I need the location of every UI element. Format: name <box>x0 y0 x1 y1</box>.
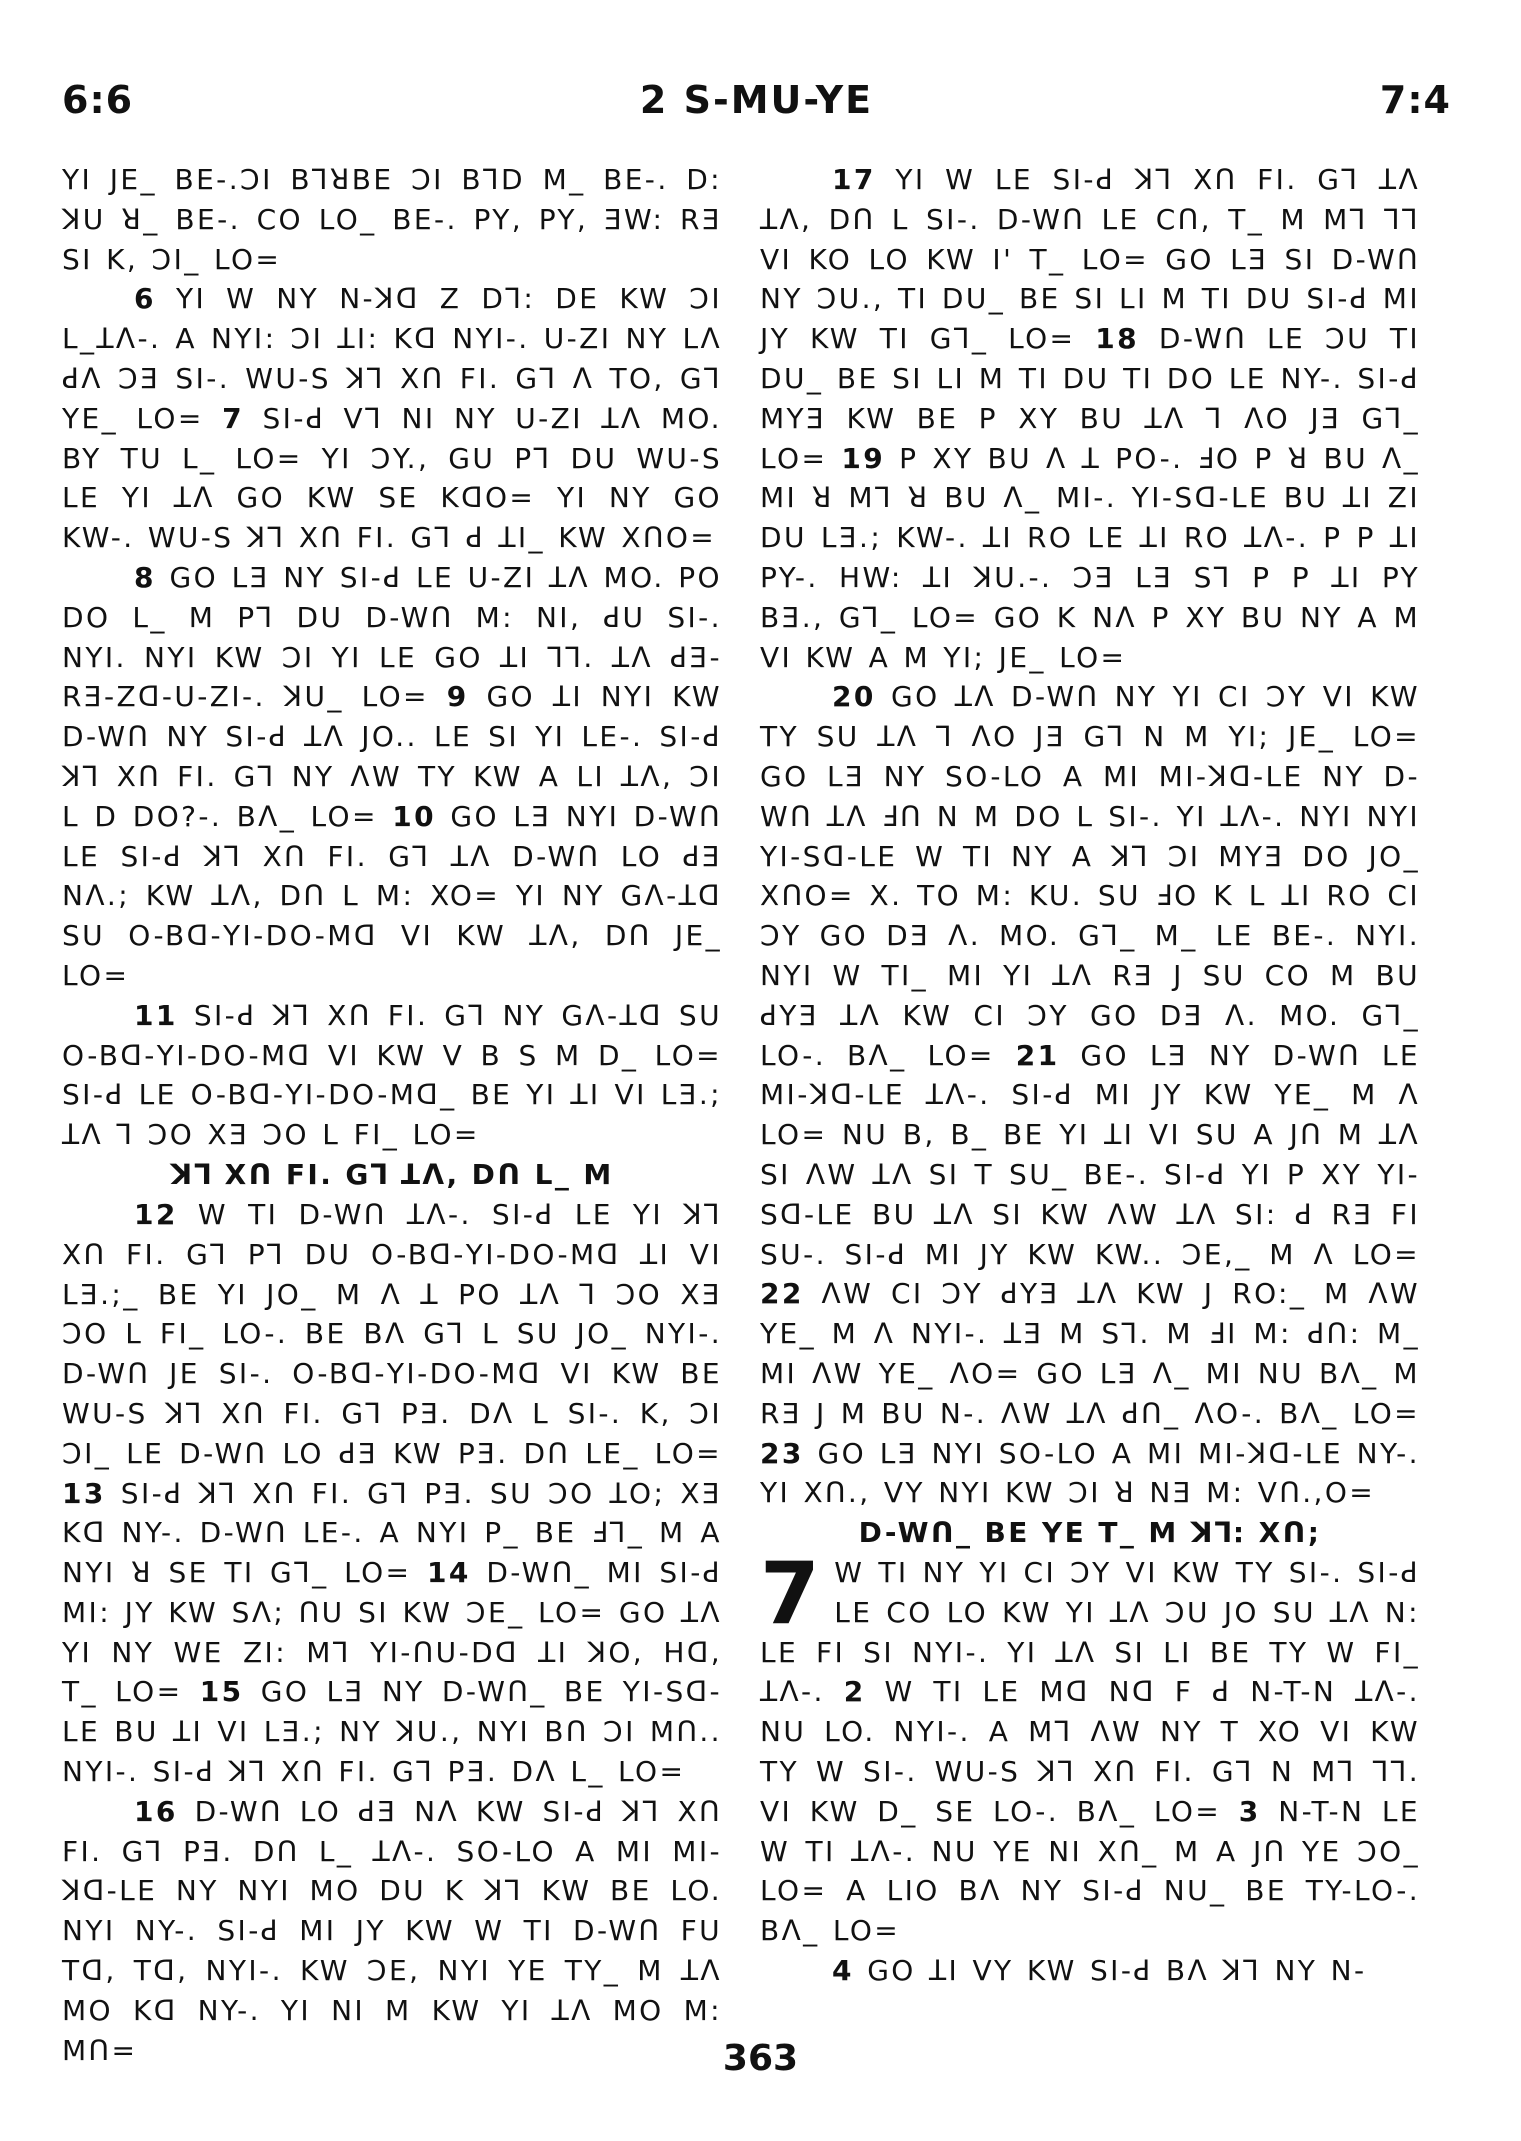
paragraph-text: GO LƎ NYI D-Wꓵ LE SI-ꓒ ꓘꓶ Xꓵ FI. Gꓶ ꓕꓥ D-Wꓵ LO ꓒƎ Nꓥ.; KW ꓕꓥ, Dꓵ L M: XO= YI NY Gꓥ-ꓕꓷ SU O-Bꓷ-YI-DO-Mꓷ VI KW ꓕꓥ, Dꓵ JE_ LO= <box>62 799 722 992</box>
paragraph <box>760 160 1420 677</box>
paragraph-text: SI-ꓒ ꓘꓶ Xꓵ FI. Gꓶ PƎ. SU ƆO ꓕO; XƎ Kꓷ NY-. D-Wꓵ LE-. A NYI P_ BE ꓞꓶ_ M A NYI ꓤ SE TI Gꓶ_ LO= <box>62 1476 722 1590</box>
paragraph-text: ꓥW CI ƆY ꓒYƎ ꓕꓥ KW J RO:_ M ꓥW YE_ M ꓥ NYI-. ꓕƎ M Sꓶ. M ꓞI M: ꓒꓵ: M_ MI ꓥW YE_ ꓥO= GO LƎ ꓥ_ MI NU Bꓥ_ M RƎ J M BU N-. ꓥW ꓕꓥ ꓒꓵ_ ꓥO-. Bꓥ_ LO= <box>760 1277 1420 1430</box>
verse-number: 23 <box>760 1436 804 1470</box>
verse-number: 7 <box>222 401 245 435</box>
paragraph-text: GO LƎ NYI SO-LO A MI MI-ꓘꓷ-LE NY-. YI Xꓵ., VY NYI KW ƆI ꓤ NƎ M: Vꓵ.,O= <box>760 1436 1420 1510</box>
verse-number: 9 <box>446 680 469 714</box>
paragraph-text: SI-ꓒ Vꓶ NI NY U-ZI ꓕꓥ MO. BY TU L_ LO= YI ƆY., GU Pꓶ DU WU-S LE YI ꓕꓥ GO KW SE KꓷO= YI NY GO KW-. WU-S ꓘꓶ Xꓵ FI. Gꓶ ꓒ ꓕI_ KW XꓵO= <box>62 401 722 555</box>
paragraph <box>760 1951 1420 1991</box>
page-number: 363 <box>722 2038 799 2079</box>
paragraph <box>62 996 722 1155</box>
verse-number: 2 <box>843 1675 866 1709</box>
right-column <box>760 160 1420 2030</box>
paragraph <box>62 558 722 996</box>
verse-number: 22 <box>760 1277 804 1311</box>
paragraph-text: GO LƎ NY D-Wꓵ LE MI-ꓘꓷ-LE ꓕꓥ-. SI-ꓒ MI JY KW YE_ M ꓥ LO= NU B, B_ BE YI ꓕI VI SU A Jꓵ M ꓕꓥ SI ꓥW ꓕꓥ SI T SU_ BE-. SI-ꓒ YI P XY YI-Sꓷ-LE BU ꓕꓥ SI KW ꓥW ꓕꓥ SI: ꓒ RƎ FI SU-. SI-ꓒ MI JY KW KW.. ƆE,_ M ꓥ LO= <box>760 1038 1420 1271</box>
verse-number: 11 <box>134 998 178 1032</box>
verse-number: 6 <box>134 282 156 316</box>
header-right-reference: 7:4 <box>1379 78 1451 122</box>
verse-number: 20 <box>832 680 876 714</box>
verse-number: 21 <box>1015 1038 1060 1072</box>
paragraph-text: GO LƎ NY D-Wꓵ_ BE YI-Sꓷ-LE BU ꓕI VI LƎ.; NY ꓘU., NYI Bꓵ ƆI Mꓵ.. NYI-. SI-ꓒ ꓘꓶ Xꓵ FI. Gꓶ PƎ. Dꓥ L_ LO= <box>62 1675 723 1789</box>
paragraph-text: GO LƎ NY SI-ꓒ LE U-ZI ꓕꓥ MO. PO DO L_ M Pꓶ DU D-Wꓵ M: NI, ꓒU SI-. NYI. NYI KW ƆI YI LE GO ꓕI ꓶꓶ. ꓕꓥ ꓒƎ- RƎ-Zꓷ-U-ZI-. ꓘU_ LO= <box>62 560 722 714</box>
verse-number: 4 <box>832 1954 854 1988</box>
paragraph-text: P XY BU ꓥ ꓕ PO-. ꓞO P ꓤ BU ꓥ_ MI ꓤ Mꓶ ꓤ BU ꓥ_ MI-. YI-Sꓷ-LE BU ꓕI ZI DU LƎ.; KW-. ꓕI RO LE ꓕI RO ꓕꓥ-. P P ꓕI PY-. HW: ꓕI ꓘU.-. ƆƎ LƎ Sꓶ P P ꓕI PY BƎ., Gꓶ_ LO= GO K Nꓥ P XY BU NY A M VI KW A M YI; JE_ LO= <box>760 441 1420 674</box>
paragraph-text: YI JE_ BE-.ƆI BꓶꓤBE ƆI BꓶD M_ BE-. D: ꓘU ꓤ_ BE-. CO LO_ BE-. PY, PY, ƎW: RƎ SI K, ƆI_ LO= <box>62 163 722 276</box>
running-header <box>62 78 1451 138</box>
paragraph-text: W TI NY YI CI ƆY VI KW TY SI-. SI-ꓒ LE CO LO KW YI ꓕꓥ ƆU JO SU ꓕꓥ N: LE FI SI NYI-. YI ꓕꓥ SI LI BE TY W FI_ ꓕꓥ-. <box>760 1556 1420 1709</box>
verse-number: 13 <box>62 1476 106 1510</box>
paragraph-text: W TI D-Wꓵ ꓕꓥ-. SI-ꓒ LE YI ꓘꓶ Xꓵ FI. Gꓶ Pꓶ DU O-Bꓷ-YI-DO-Mꓷ ꓕI VI LƎ.;_ BE YI JO_ M ꓥ ꓕ PO ꓕꓥ ꓶ ƆO XƎ ƆO L FI_ LO-. BE Bꓥ Gꓶ L SU JO_ NYI-. D-Wꓵ JE SI-. O-Bꓷ-YI-DO-Mꓷ VI KW BE WU-S ꓘꓶ Xꓵ FI. Gꓶ PƎ. Dꓥ L SI-. K, ƆI ƆI_ LE D-Wꓵ LO ꓒƎ KW PƎ. Dꓵ LE_ LO= <box>62 1197 722 1470</box>
verse-number: 14 <box>426 1556 471 1590</box>
paragraph-text: GO ꓕI VY KW SI-ꓒ Bꓥ ꓘꓶ NY N- <box>867 1954 1367 1988</box>
header-left-reference: 6:6 <box>62 78 134 122</box>
verse-number: 8 <box>134 560 156 594</box>
verse-number: 16 <box>134 1794 178 1828</box>
verse-number: 3 <box>1238 1794 1261 1828</box>
left-column <box>62 160 723 2067</box>
verse-number: 17 <box>832 163 876 196</box>
chapter-number: 7 <box>760 1544 823 1645</box>
paragraph-text: YI W LE SI-ꓒ ꓘꓶ Xꓵ FI. Gꓶ ꓕꓥ ꓕꓥ, Dꓵ L SI-. D-Wꓵ LE Cꓵ, T_ M Mꓶ ꓶꓶ VI KO LO KW I' T_ LO= GO LƎ SI D-Wꓵ NY ƆU., TI DU_ BE SI LI M TI DU SI-ꓒ MI JY KW TI Gꓶ_ LO= <box>760 163 1420 356</box>
paragraph <box>62 1195 722 1792</box>
paragraph <box>760 677 1420 1513</box>
paragraph <box>62 279 722 558</box>
paragraph-text: N-T-N LE W TI ꓕꓥ-. NU YE NI Xꓵ_ M A Jꓵ YE ƆO_ LO= A LIO Bꓥ NY SI-ꓒ NU_ BE TY-LO-. Bꓥ_ LO= <box>760 1794 1420 1948</box>
verse-number: 19 <box>841 441 886 475</box>
verse-number: 15 <box>199 1675 244 1709</box>
verse-number: 18 <box>1095 322 1140 356</box>
section-heading: ꓘꓶ Xꓵ FI. Gꓶ ꓕꓥ, Dꓵ L_ M <box>170 1157 614 1191</box>
header-book-title: 2 S-MU-YE <box>639 78 874 122</box>
paragraph-text: YI W NY N-ꓘꓷ Z Dꓶ: DE KW ƆI L_ꓕꓥ-. A NYI: ƆI ꓕI: Kꓷ NYI-. U-ZI NY Lꓥ ꓒꓥ ƆƎ SI-. WU-S ꓘꓶ Xꓵ FI. Gꓶ ꓥ TO, Gꓶ YE_ LO= <box>62 282 722 435</box>
paragraph-text: D-Wꓵ_ MI SI-ꓒ MI: JY KW Sꓥ; ꓵU SI KW ƆE_ LO= GO ꓕꓥ YI NY WE ZI: Mꓶ YI-ꓵU-Dꓷ ꓕI ꓘO, Hꓷ, T_ LO= <box>62 1556 722 1709</box>
paragraph-text: D-Wꓵ LO ꓒƎ Nꓥ KW SI-ꓒ ꓘꓶ Xꓵ FI. Gꓶ PƎ. Dꓵ L_ ꓕꓥ-. SO-LO A MI MI-ꓘꓷ-LE NY NYI MO DU K ꓘꓶ KW BE LO. NYI NY-. SI-ꓒ MI JY KW W TI D-Wꓵ FU Tꓷ, Tꓷ, NYI-. KW ƆE, NYI YE TY_ M ꓕꓥ MO Kꓷ NY-. YI NI M KW YI ꓕꓥ MO M: Mꓵ= <box>62 1794 722 2067</box>
paragraph-text: GO ꓕI NYI KW D-Wꓵ NY SI-ꓒ ꓕꓥ JO.. LE SI YI LE-. SI-ꓒ ꓘꓶ Xꓵ FI. Gꓶ NY ꓥW TY KW A LI ꓕꓥ, ƆI L D DO?-. Bꓥ_ LO= <box>62 680 722 833</box>
verse-number: 10 <box>392 799 436 833</box>
paragraph <box>62 1792 722 2071</box>
paragraph-text: GO ꓕꓥ D-Wꓵ NY YI CI ƆY VI KW TY SU ꓕꓥ ꓶ ꓥO JƎ Gꓶ N M YI; JE_ LO= GO LƎ NY SO-LO A MI MI-ꓘꓷ-LE NY D-Wꓵ ꓕꓥ ꓞꓵ N M DO L SI-. YI ꓕꓥ-. NYI NYI YI-Sꓷ-LE W TI NY A ꓘꓶ ƆI MYƎ DO JO_ XꓵO= X. TO M: KU. SU ꓞO K L ꓕI RO CI ƆY GO DƎ ꓥ. MO. Gꓶ_ M_ LE BE-. NYI. NYI W TI_ MI YI ꓕꓥ RƎ J SU CO M BU ꓒYƎ ꓕꓥ KW CI ƆY GO DƎ ꓥ. MO. Gꓶ_ LO-. Bꓥ_ LO= <box>760 680 1420 1072</box>
paragraph-text: SI-ꓒ ꓘꓶ Xꓵ FI. Gꓶ NY Gꓥ-ꓕꓷ SU O-Bꓷ-YI-DO-Mꓷ VI KW V B S M D_ LO= SI-ꓒ LE O-Bꓷ-YI-DO-Mꓷ_ BE YI ꓕI VI LƎ.; ꓕꓥ ꓶ ƆO XƎ ƆO L FI_ LO= <box>62 998 722 1152</box>
section-heading: D-Wꓵ_ BE YE T_ M ꓘꓶ: Xꓵ; <box>858 1516 1322 1550</box>
verse-number: 12 <box>134 1197 178 1231</box>
paragraph <box>62 160 722 279</box>
paragraph-text: W TI LE Mꓷ Nꓷ F ꓒ N-T-N ꓕꓥ-. NU LO. NYI-. A Mꓶ ꓥW NY T XO VI KW TY W SI-. WU-S ꓘꓶ Xꓵ FI. Gꓶ N Mꓶ ꓶꓶ. VI KW D_ SE LO-. Bꓥ_ LO= <box>760 1675 1420 1828</box>
paragraph-text: D-Wꓵ LE ƆU TI DU_ BE SI LI M TI DU TI DO LE NY-. SI-ꓒ MYƎ KW BE P XY BU ꓕꓥ ꓶ ꓥO JƎ Gꓶ_ LO= <box>760 322 1420 475</box>
paragraph <box>760 1544 1420 1951</box>
